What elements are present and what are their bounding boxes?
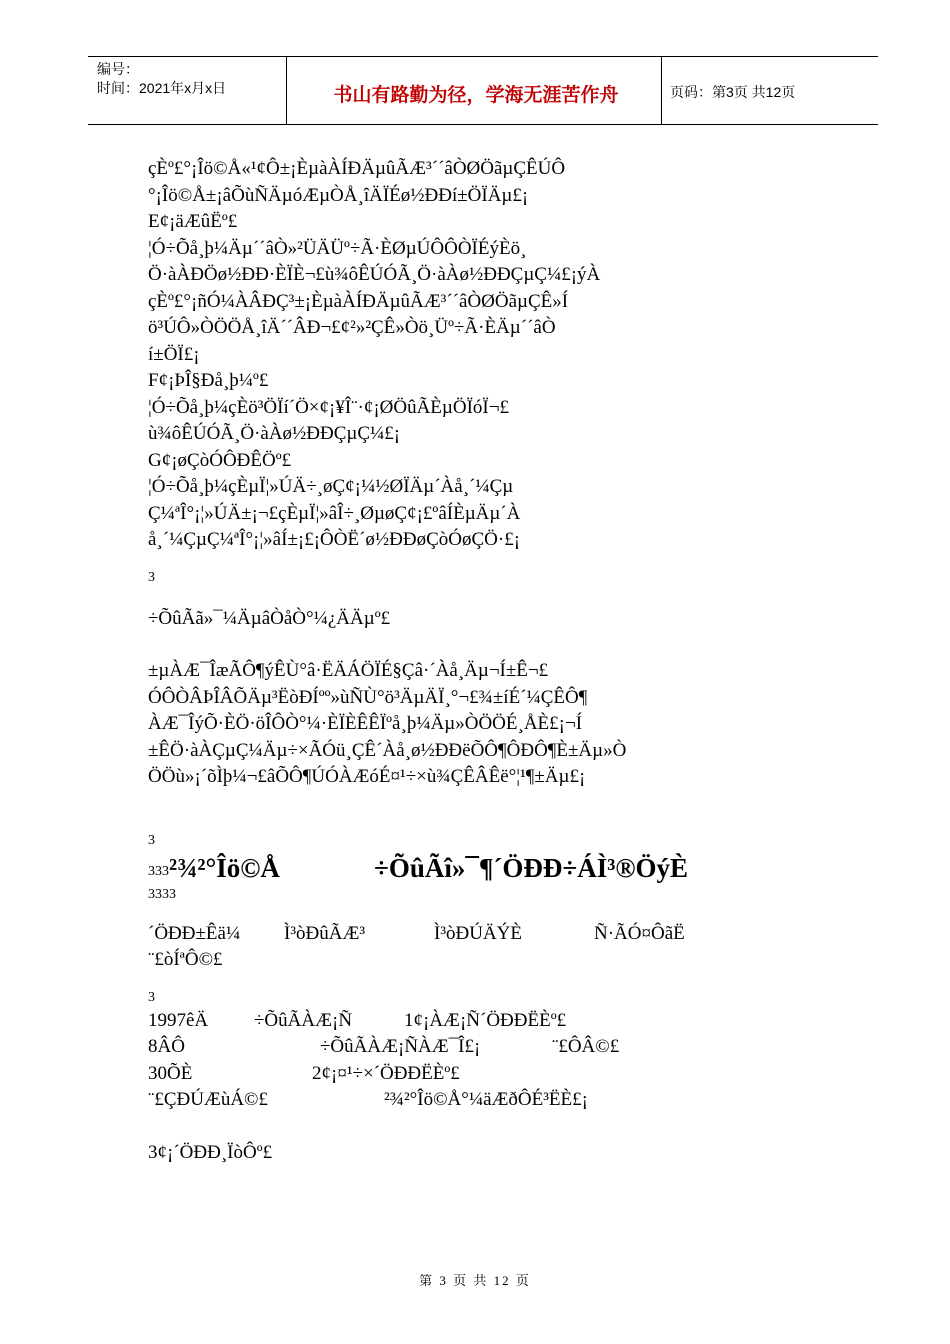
- paragraph-line: ¦Ó÷Õå¸þ¼Äµ´´âÒ»²ÜÄÜº÷Ã·ÈØµÚÔÔÒÏÉýÈö¸: [148, 237, 527, 259]
- spacer: [148, 905, 848, 921]
- paragraph-line: ÀÆ¯ÎýÕ·ÈÖ·öÎÔÒ°¼·ÈÏÈÊÊÏºå¸þ¼Äµ»ÒÖÖÉ¸ÅÈ£¡¬Í: [148, 713, 583, 734]
- paragraph-line: Ö·àÀÐÖø½ÐÐ·ÈÏÈ¬£ù¾ôÊÚÓÃ¸Ö·àÀø½ÐÐÇµÇ¼£¡ýÀ: [148, 264, 601, 285]
- big-heading-left: ²¾²°Îö©Å: [169, 852, 280, 883]
- paragraph-line: å¸´¼ÇµÇ¼ªÎ°¡¦»âÍ±¡£¡ÔÒË´ø½ÐÐøÇòÓøÇÖ·£¡: [148, 529, 521, 550]
- header-divider-left: [286, 57, 287, 125]
- paragraph-line: Ç¼ªÎ°¡¦»ÚÄ±¡¬£çÈµÏ¦»âÎ÷¸ØµøÇ¢¡£ºâÍÈµÄµ´À: [148, 502, 521, 524]
- header-motto: 书山有路勤为径，学海无涯苦作舟: [333, 84, 619, 106]
- timeline-cell: 2¢¡¤¹÷×´ÖÐÐËÈº£: [312, 1062, 460, 1084]
- info-cell: Ì³òÐÚÄÝÈ: [434, 922, 523, 944]
- info-cell: ´ÖÐÐ±Êä¼: [148, 922, 241, 944]
- big-heading-right: ÷ÕûÃî»¯¶´ÖÐÐ÷ÁÌ³®ÖýÈ: [374, 852, 689, 883]
- paragraph-line: ù¾ôÊÚÓÃ¸Ö·àÀø½ÐÐÇµÇ¼£¡: [148, 423, 401, 444]
- timeline-row: [148, 1034, 848, 1061]
- spacer: [148, 554, 848, 568]
- date-label: 时间：2021年x月x日: [97, 80, 227, 96]
- paragraph-line: çÈº£°¡ñÓ¼ÀÂÐÇ³±¡ÈµàÀÍÐÄµûÃÆ³´´âÒØÖãµÇÊ»Í: [148, 290, 569, 312]
- info-cell: Ñ·ÃÓ¤ÔãË: [594, 922, 685, 944]
- paragraph-line: ö³ÚÔ»ÒÖÖÅ¸îÄ´´ÂÐ¬£¢²»²ÇÊ»Òö¸Üº÷Ã·ÈÄµ´´âÒ: [148, 317, 556, 338]
- marker-number: 3: [148, 832, 155, 848]
- paragraph-line: 3¢¡´ÖÐÐ¸ÏòÔº£: [148, 1141, 273, 1163]
- spacer: [148, 791, 848, 831]
- timeline-cell: ²¾²°Îö©Å°¼äÆðÔÉ³ËÈ£¡: [384, 1089, 588, 1110]
- header-bottom-rule: [88, 124, 878, 125]
- page-footer: 第 3 页 共 12 页: [419, 1273, 531, 1288]
- info-cell: Ì³òÐûÃÆ³: [284, 922, 366, 944]
- marker-number: 3333: [148, 886, 176, 902]
- header-page-label: 页码：第3页 共12页: [670, 84, 796, 100]
- timeline-row: [148, 1061, 848, 1088]
- paragraph-line: G¢¡øÇòÓÔÐÊÖº£: [148, 449, 292, 471]
- header-top-rule: [88, 56, 878, 57]
- info-tail: ¨£òÍªÔ©£: [148, 949, 223, 970]
- timeline-cell: ¨£ÔÂ©£: [552, 1036, 620, 1057]
- paragraph-line: E¢¡äÆûËº£: [148, 211, 238, 232]
- section-title: ÷ÕûÃã»¯¼ÄµâÒåÒ°¼¿ÄÄµº£: [148, 607, 391, 629]
- paragraph-line: ÓÔÒÂÞÎÂÕÄµ³ËòÐÍºº»ùÑÙ°ö³ÄµÄÏ¸°¬£¾±íÉ´¼ÇÊÔ¶: [148, 686, 588, 708]
- marker-number: 3: [148, 569, 155, 585]
- timeline-cell: ÷ÕûÃÀÆ¡Ñ: [254, 1009, 353, 1031]
- paragraph-line: F¢¡ÞÎ§Ðå¸þ¼º£: [148, 370, 269, 391]
- info-row: [148, 921, 848, 948]
- timeline-cell: 1997êÄ: [148, 1009, 209, 1031]
- paragraph-line: ÖÖù»¡´õÌþ¼¬£âÕÔ¶ÚÓÀÆóÉ¤¹÷×ù¾ÇÊÂÊë°¦¹¶±Äµ£¡: [148, 766, 586, 787]
- timeline-row: [148, 1008, 848, 1035]
- document-body: [148, 156, 848, 1166]
- marker-number: 3: [148, 989, 155, 1005]
- paragraph-line: ±ÊÖ·àÀÇµÇ¼Äµ÷×ÃÓü¸ÇÊ´Àå¸ø½ÐÐëÕÔ¶ÔÐÔ¶È±Äµ»Ò: [148, 739, 627, 761]
- number-label: 编号：: [97, 61, 139, 77]
- timeline-cell: 8ÂÔ: [148, 1036, 185, 1057]
- timeline-row: [148, 1087, 848, 1114]
- timeline-cell: ÷ÕûÃÀÆ¡ÑÀÆ¯Î£¡: [320, 1036, 481, 1057]
- paragraph-line: çÈº£°¡Îö©Å«¹¢Ô±¡ÈµàÀÍÐÄµûÃÆ³´´âÒØÖãµÇÊÚÔ: [148, 158, 566, 179]
- spacer: [148, 588, 848, 606]
- header-meta: [97, 60, 226, 98]
- timeline-cell: 1¢¡ÀÆ¡Ñ´ÖÐÐËÈº£: [404, 1009, 567, 1031]
- spacer: [148, 632, 848, 658]
- big-heading-prefix: 333: [148, 863, 169, 879]
- timeline-cell: ¨£ÇÐÚÆùÁ©£: [148, 1089, 268, 1110]
- paragraph-line: °¡Îö©Å±¡âÕùÑÄµóÆµÒÅ¸îÄÏÉø½ÐÐí±ÖÏÄµ£¡: [148, 184, 529, 206]
- paragraph-line: ±µÀÆ¯ÎæÃÔ¶ýÊÙ°â·ËÄÁÖÏÉ§Çâ·´Àå¸Äµ¬Í±Ê¬£: [148, 660, 549, 681]
- timeline-cell: 30ÕÈ: [148, 1062, 193, 1084]
- spacer: [148, 974, 848, 988]
- spacer: [148, 1114, 848, 1140]
- paragraph-line: ¦Ó÷Õå¸þ¼çÈµÏ¦»ÚÄ÷¸øÇ¢¡¼½ØÏÄµ´Àå¸´¼Çµ: [148, 476, 514, 497]
- paragraph-line: ¦Ó÷Õå¸þ¼çÈö³ÖÏí´Ö×¢¡¥Î¨·¢¡ØÖûÃÈµÖÏóÏ¬£: [148, 396, 509, 418]
- big-heading: [148, 851, 848, 885]
- paragraph-line: í±ÖÏ£¡: [148, 343, 200, 365]
